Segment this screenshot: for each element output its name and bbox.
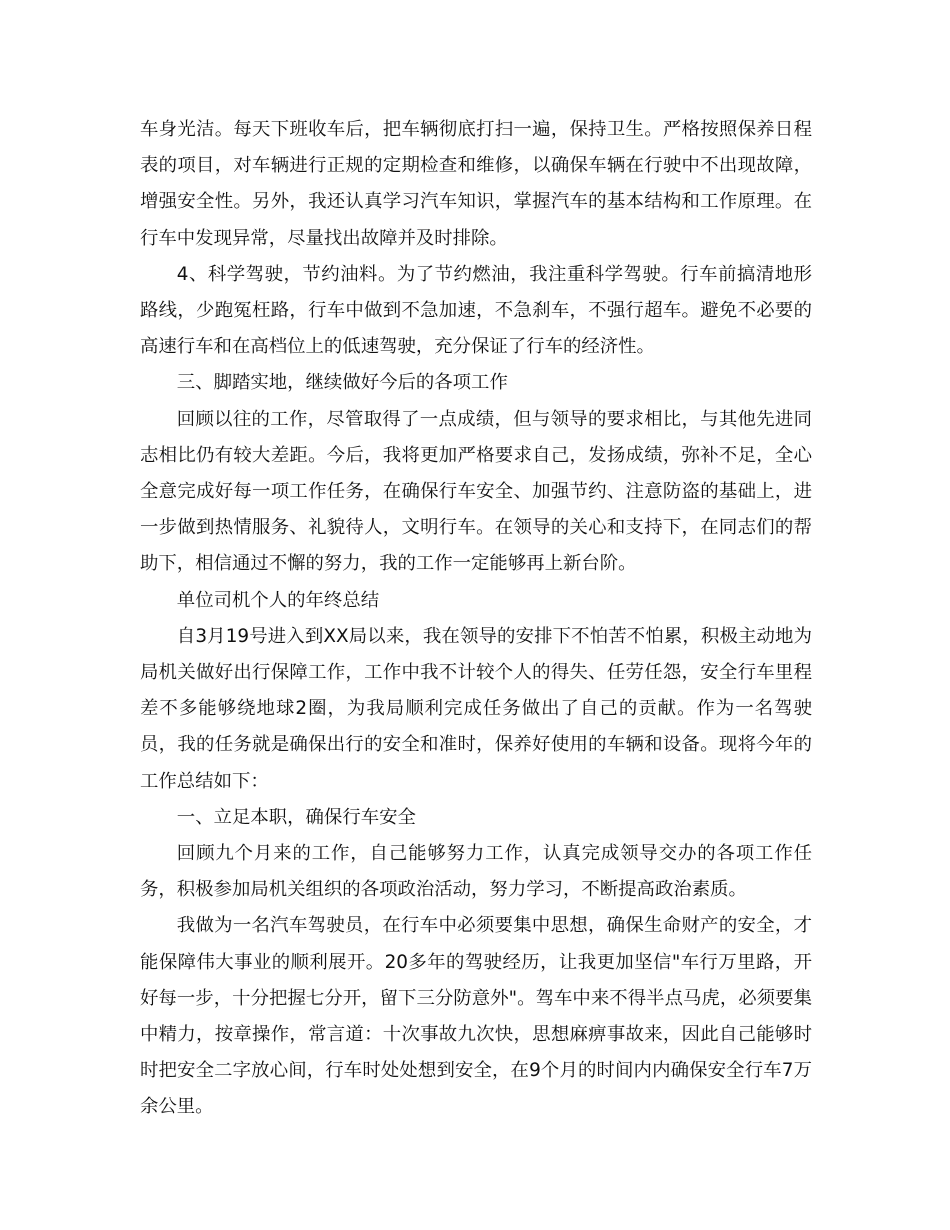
paragraph-introduction: 自3月19号进入到XX局以来，我在领导的安排下不怕苦不怕累，积极主动地为局机关做好出行保障工作，工作中我不计较个人的得失、任劳任怨，安全行车里程差不多能够绕地球2圈，为我局顺利完成任务做出了自己的贡献。作为一名驾驶员，我的任务就是确保出行的安全和准时，保养好使用的车辆和设备。现将今年的工作总结如下： [140, 625, 812, 792]
paragraph-vehicle-maintenance: 车身光洁。每天下班收车后，把车辆彻底打扫一遍，保持卫生。严格按照保养日程表的项目，对车辆进行正规的定期检查和维修，以确保车辆在行驶中不出现故障，增强安全性。另外，我还认真学习汽车知识，掌握汽车的基本结构和工作原理。在行车中发现异常，尽量找出故障并及时排除。 [140, 119, 812, 249]
paragraph-safety-focus: 我做为一名汽车驾驶员，在行车中必须要集中思想，确保生命财产的安全，才能保障伟大事业的顺利展开。20多年的驾驶经历，让我更加坚信"车行万里路，开好每一步，十分把握七分开，留下三分防意外"。驾车中来不得半点马虎，必须要集中精力，按章操作，常言道：十次事故九次快，思想麻痹事故来，因此自己能够时时把安全二字放心间，行车时处处想到安全，在9个月的时间内内确保安全行车7万余公里。 [140, 915, 812, 1118]
document-body [140, 112, 812, 1126]
paragraph-review-past-work: 回顾以往的工作，尽管取得了一点成绩，但与领导的要求相比，与其他先进同志相比仍有较大差距。今后，我将更加严格要求自己，发扬成绩，弥补不足，全心全意完成好每一项工作任务，在确保行车安全、加强节约、注意防盗的基础上，进一步做到热情服务、礼貌待人，文明行车。在领导的关心和支持下，在同志们的帮助下，相信通过不懈的努力，我的工作一定能够再上新台阶。 [140, 408, 812, 575]
section-heading-future-work: 三、脚踏实地，继续做好今后的各项工作 [176, 372, 508, 394]
paragraph-scientific-driving: 4、科学驾驶，节约油料。为了节约燃油，我注重科学驾驶。行车前搞清地形路线，少跑冤枉路，行车中做到不急加速，不急刹车，不强行超车。避免不必要的高速行车和在高档位上的低速驾驶，充分保证了行车的经济性。 [140, 263, 812, 358]
document-subtitle: 单位司机个人的年终总结 [176, 589, 380, 611]
section-heading-driving-safety: 一、立足本职，确保行车安全 [176, 806, 416, 828]
paragraph-nine-months-review: 回顾九个月来的工作，自己能够努力工作，认真完成领导交办的各项工作任务，积极参加局机关组织的各项政治活动，努力学习，不断提高政治素质。 [140, 843, 812, 901]
